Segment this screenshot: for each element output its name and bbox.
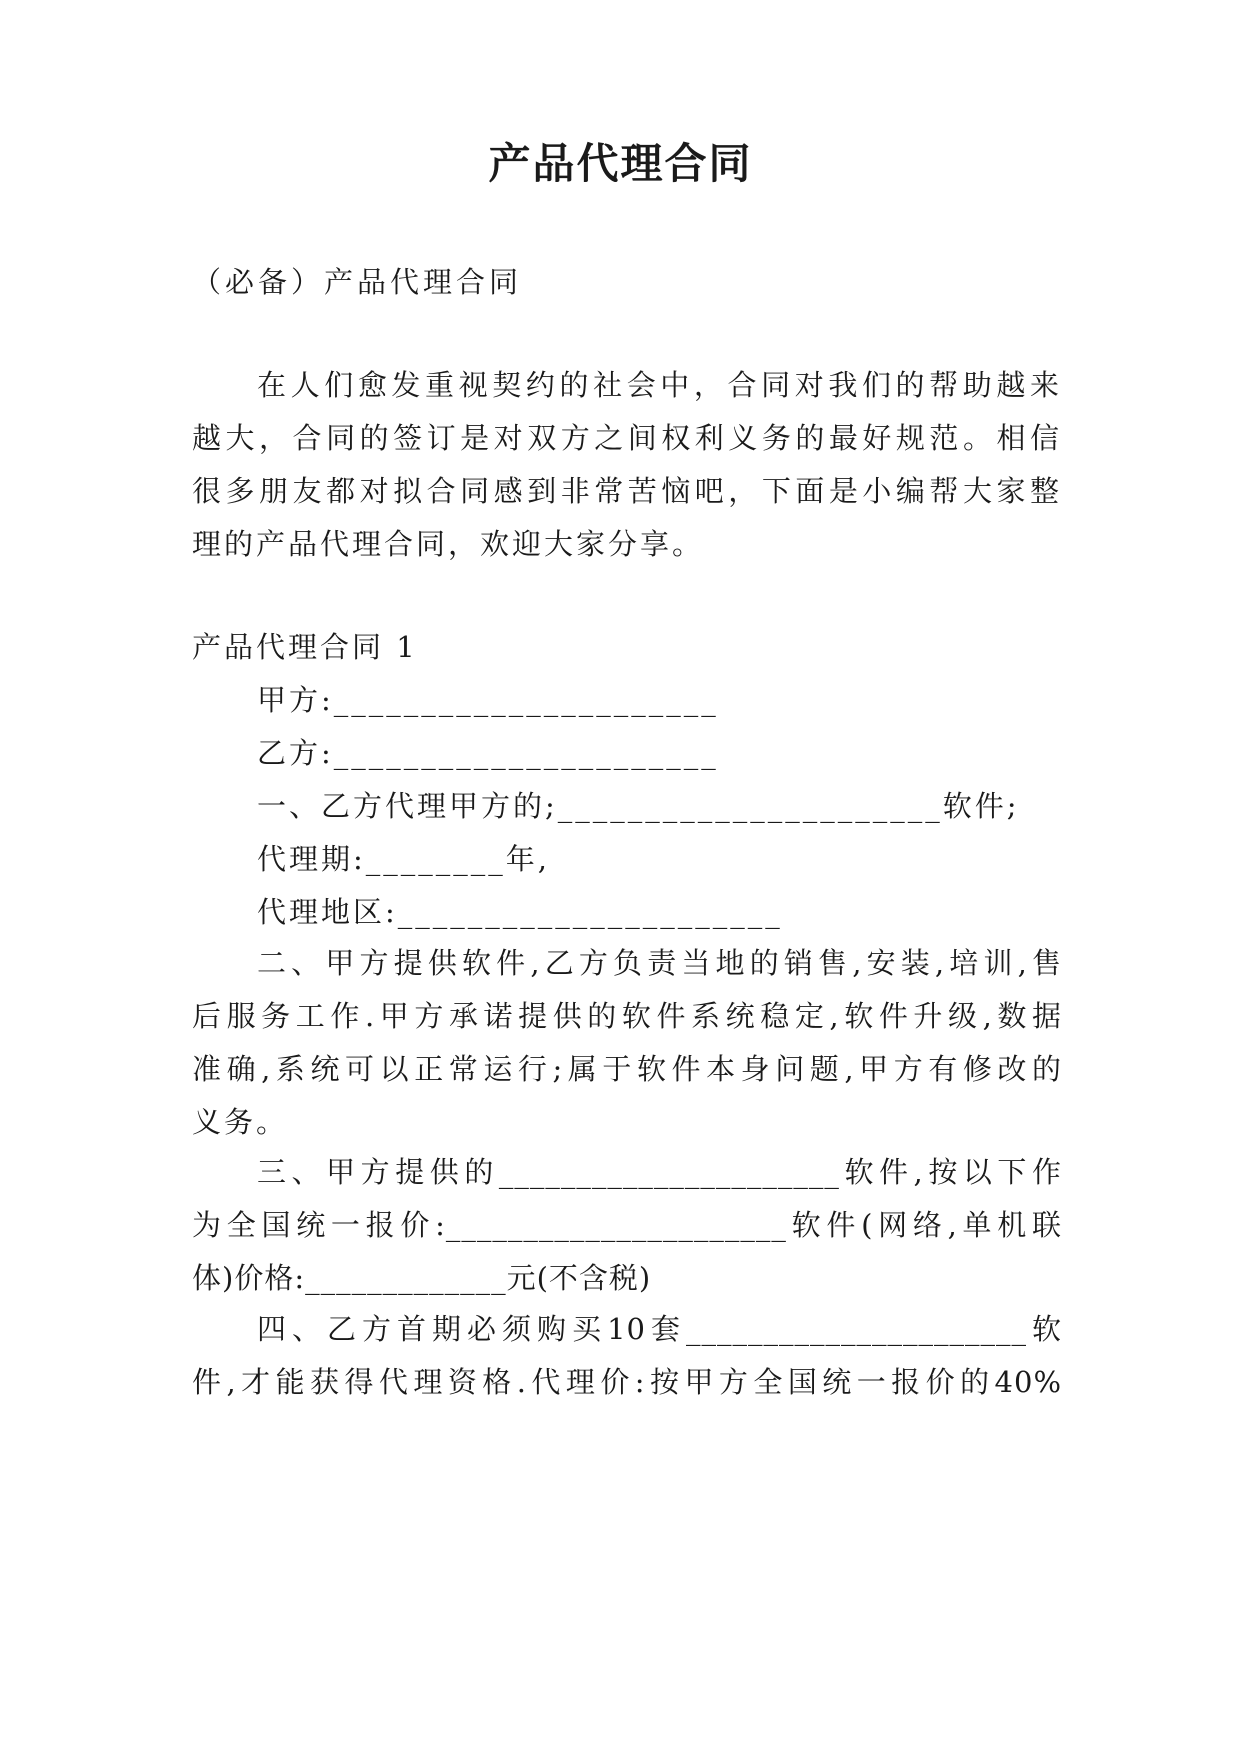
clause-4-line-1: 四、乙方首期必须购买10套______________________软 — [257, 1312, 1062, 1346]
clause-1-line: 一、乙方代理甲方的;______________________软件; — [257, 789, 1020, 823]
agency-period-line: 代理期:________年, — [257, 842, 550, 876]
party-a-line: 甲方:______________________ — [257, 683, 719, 717]
document-subtitle: （必备）产品代理合同 — [192, 265, 523, 299]
intro-line-4: 理的产品代理合同，欢迎大家分享。 — [192, 527, 705, 561]
intro-line-2: 越大，合同的签订是对双方之间权利义务的最好规范。相信 — [192, 421, 1062, 455]
intro-line-3: 很多朋友都对拟合同感到非常苦恼吧，下面是小编帮大家整 — [192, 474, 1062, 508]
clause-2-line-1: 二、甲方提供软件,乙方负责当地的销售,安装,培训,售 — [257, 946, 1062, 980]
clause-2-line-4: 义务。 — [192, 1105, 289, 1139]
document-title: 产品代理合同 — [488, 139, 753, 188]
party-b-line: 乙方:______________________ — [257, 736, 719, 770]
clause-3-line-3: 体)价格:_____________元(不含税) — [192, 1261, 652, 1295]
clause-2-line-3: 准确,系统可以正常运行;属于软件本身问题,甲方有修改的 — [192, 1052, 1062, 1086]
section-heading: 产品代理合同 1 — [192, 630, 418, 664]
intro-line-1: 在人们愈发重视契约的社会中，合同对我们的帮助越来 — [257, 368, 1062, 402]
clause-4-line-2: 件,才能获得代理资格.代理价:按甲方全国统一报价的40% — [192, 1365, 1062, 1399]
clause-2-line-2: 后服务工作.甲方承诺提供的软件系统稳定,软件升级,数据 — [192, 999, 1062, 1033]
clause-3-line-1: 三、甲方提供的______________________软件,按以下作 — [257, 1155, 1062, 1189]
clause-3-line-2: 为全国统一报价:______________________软件(网络,单机联 — [192, 1208, 1062, 1242]
agency-region-line: 代理地区:______________________ — [257, 895, 783, 929]
